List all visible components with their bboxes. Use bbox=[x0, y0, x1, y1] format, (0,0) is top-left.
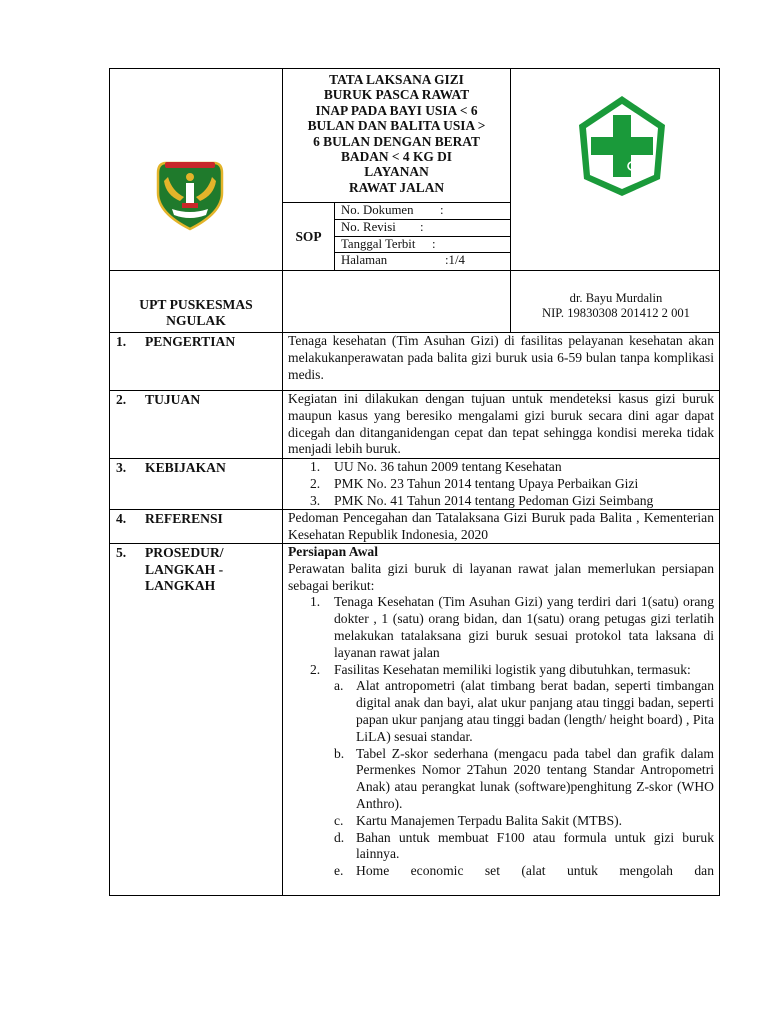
sop-label: SOP bbox=[283, 203, 335, 270]
policy-list bbox=[288, 459, 714, 509]
section-text: Tenaga kesehatan (Tim Asuhan Gizi) di fasilitas pelayanan kesehatan akan melakukanperawatan pada balita gizi buruk usia 6-59 bulan tanpa komplikasi medis. bbox=[288, 333, 714, 382]
section-label: 1. PENGERTIAN bbox=[110, 333, 283, 390]
document-title: TATA LAKSANA GIZI BURUK PASCA RAWAT INAP PADA BAYI USIA < 6 BULAN DAN BALITA USIA > 6 BULAN DENGAN BERAT BADAN < 4 KG DI LAYANAN RAWAT JALAN bbox=[307, 72, 486, 195]
unit-name: UPT PUSKESMAS NGULAK bbox=[110, 271, 283, 332]
list-item: 2. Fasilitas Kesehatan memiliki logistik yang dibutuhkan, termasuk: a. Alat antropometri (alat timbang berat badan, seperti timbangan digital anak dan bayi, alat ukur panjang atau tinggi badan, seperti papan ukur panjang atau tinggi badan (length/ height board) , Pita LiLA) sesuai standar. b. Tabel Z-skor sederhana (mengacu pada tabel dan grafik dalam Permenkes Nomor 2Tahun 2020 tentang Standar Antropometri Anak) atau perangkat lunak (software)penghitung Z-skor (WHO Anthro). c. Kartu Manajemen Terpadu Balita Sakit (MTBS). d. Bahan untuk membuat F100 atau formula untuk gizi buruk lainnya. e. Home economic set (alat untuk mengolah dan bbox=[310, 661, 714, 879]
section-label: 4. REFERENSI bbox=[110, 510, 283, 543]
section-label: 2. TUJUAN bbox=[110, 391, 283, 458]
procedure-list bbox=[288, 594, 714, 880]
subheading: Persiapan Awal bbox=[288, 544, 378, 559]
puskesmas-logo bbox=[511, 69, 721, 270]
list-item: 3. PMK No. 41 Tahun 2014 tentang Pedoman Gizi Seimbang bbox=[310, 492, 654, 508]
section-text: Kegiatan ini dilakukan dengan tujuan untuk mendeteksi kasus gizi buruk maupun kasus yang beresiko mengalami gizi buruk secara dini agar dapat dicegah dan ditanganidengan cepat dan tepat sehingga kondisi mereka tidak menjadi lebih buruk. bbox=[288, 391, 714, 457]
sop-document-table bbox=[109, 68, 720, 896]
sub-item: b. Tabel Z-skor sederhana (mengacu pada tabel dan grafik dalam Permenkes Nomor 2Tahun 2020 tentang Standar Antropometri Anak) atau perangkat lunak (software)penghitung Z-skor (WHO Anthro). bbox=[334, 745, 714, 811]
section-body bbox=[283, 459, 719, 509]
title-and-sop-cell bbox=[283, 69, 511, 270]
list-item: 1. Tenaga Kesehatan (Tim Asuhan Gizi) yang terdiri dari 1(satu) orang dokter , 1 (satu) orang bidan, dan 1(satu) orang petugas gizi terlatih melakukan tatalaksana gizi buruk sesuai protokol tata laksana di layanan rawat jalan bbox=[310, 594, 714, 660]
section-text: Pedoman Pencegahan dan Tatalaksana Gizi Buruk pada Balita , Kementerian Kesehatan Republik Indonesia, 2020 bbox=[288, 510, 714, 542]
sop-info-block bbox=[283, 202, 511, 270]
field-page: Halaman :1/4 bbox=[341, 253, 465, 268]
sub-item: c. Kartu Manajemen Terpadu Balita Sakit (MTBS). bbox=[334, 812, 623, 828]
list-item: 1. UU No. 36 tahun 2009 tentang Kesehatan bbox=[310, 459, 562, 474]
sub-item: e. Home economic set (alat untuk mengolah dan bbox=[334, 863, 714, 879]
section-label: 5. PROSEDUR/ LANGKAH - LANGKAH bbox=[110, 544, 283, 895]
signer-block bbox=[511, 271, 721, 332]
signer-name: dr. Bayu Murdalin bbox=[569, 291, 663, 305]
signer-nip: NIP. 19830308 201412 2 001 bbox=[542, 305, 690, 320]
field-issue-date: Tanggal Terbit : bbox=[335, 237, 511, 254]
section-tujuan bbox=[110, 391, 719, 459]
document-header bbox=[110, 69, 719, 271]
section-kebijakan bbox=[110, 459, 719, 510]
list-item: 2. PMK No. 23 Tahun 2014 tentang Upaya Perbaikan Gizi bbox=[310, 475, 639, 491]
sop-fields bbox=[335, 203, 511, 270]
sub-item: a. Alat antropometri (alat timbang berat badan, seperti timbangan digital anak dan bayi, alat ukur panjang atau tinggi badan, seperti papan ukur panjang atau tinggi badan (length/ height board) , Pita LiLA) sesuai standar. bbox=[334, 678, 714, 744]
field-document-number: No. Dokumen : bbox=[335, 203, 511, 220]
section-body bbox=[283, 544, 719, 880]
section-prosedur bbox=[110, 544, 719, 895]
empty-cell bbox=[283, 271, 511, 332]
logistics-sublist bbox=[334, 678, 714, 880]
regional-seal-logo bbox=[110, 69, 283, 270]
section-label: 3. KEBIJAKAN bbox=[110, 459, 283, 509]
section-referensi bbox=[110, 510, 719, 544]
sub-item: d. Bahan untuk membuat F100 atau formula untuk gizi buruk lainnya. bbox=[334, 829, 714, 862]
field-revision-number: No. Revisi : bbox=[335, 220, 511, 237]
section-pengertian bbox=[110, 333, 719, 391]
puskesmas-logo-cell bbox=[511, 69, 721, 270]
regional-seal-cell bbox=[110, 69, 283, 270]
intro-text: Perawatan balita gizi buruk di layanan rawat jalan memerlukan persiapan sebagai berikut: bbox=[288, 560, 714, 593]
identity-row bbox=[110, 271, 719, 333]
